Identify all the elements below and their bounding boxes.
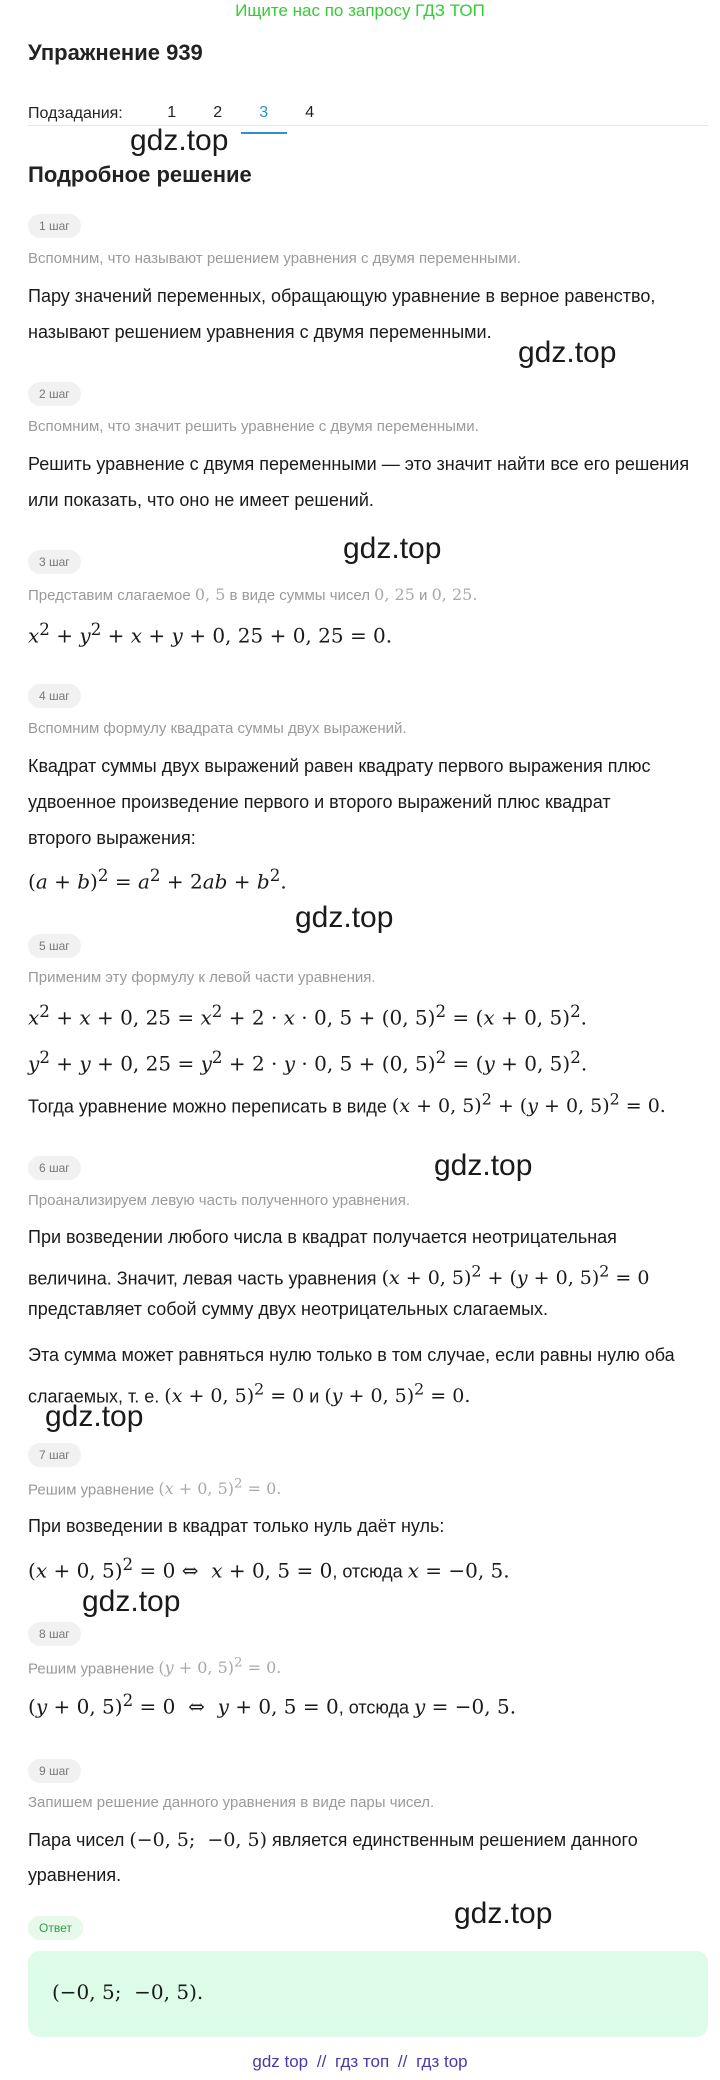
watermark: gdz.top — [454, 1897, 553, 1930]
step-badge: 4 шаг — [28, 684, 81, 708]
subtask-tab-2[interactable]: 2 — [213, 104, 223, 121]
math-inline: (y + 0, 5)$^2$ = 0. — [324, 1380, 471, 1408]
watermark: gdz.top — [82, 1585, 181, 1618]
step-text: удвоенное произведение первого и второго выражений плюс квадрат — [28, 792, 611, 812]
step-text: величина. Значит, левая часть уравнения (x + 0, 5)$^2$ + (y + 0, 5)$^2$ = 0 — [28, 1262, 650, 1290]
subtask-tab-3[interactable]: 3 — [241, 104, 287, 134]
step-text: Квадрат суммы двух выражений равен квадрату первого выражения плюс — [28, 756, 651, 776]
exercise-title: Упражнение 939 — [28, 40, 203, 65]
step-badge: 8 шаг — [28, 1622, 81, 1646]
answer-value: (−0, 5; −0, 5). — [52, 1980, 204, 2004]
answer-badge: Ответ — [28, 1916, 83, 1940]
footer-separator: // — [316, 2052, 327, 2071]
watermark: gdz.top — [45, 1400, 144, 1433]
math-inline: (x + 0, 5)$^2$ = 0. — [158, 1477, 282, 1499]
step-hint: Вспомним, что значит решить уравнение с двумя переменными. — [28, 418, 479, 435]
math-equation: $x^2 + x + 0$, $25 = x^2 + 2 \cdot x \cdot 0$, 5 + (0, 5)$^2$ = (x + 0, 5)$^2$. — [28, 1002, 588, 1030]
step-badge: 6 шаг — [28, 1156, 81, 1180]
step-text: уравнения. — [28, 1865, 122, 1885]
watermark: gdz.top — [434, 1149, 533, 1182]
step-text: При возведении в квадрат только нуль даёт нуль: — [28, 1516, 445, 1536]
math-equation: $x^2 + y^2 + x + y + 0$, 25 + 0, 25 = 0. — [28, 620, 393, 648]
step-text: Пара чисел (−0, 5; −0, 5) является единственным решением данного — [28, 1829, 638, 1851]
math-inline: (y + 0, 5)$^2$ = 0. — [158, 1656, 282, 1678]
footer-links — [0, 2052, 720, 2072]
watermark: gdz.top — [130, 124, 229, 157]
step-hint: Запишем решение данного уравнения в виде пары чисел. — [28, 1794, 435, 1811]
math-inline: (x + 0, 5)$^2$ + (y + 0, 5)$^2$ = 0 — [381, 1262, 650, 1290]
step-text: Эта сумма может равняться нулю только в том случае, если равны нулю оба — [28, 1345, 675, 1365]
math-inline: 0, 25. — [431, 585, 478, 604]
math-inline: (−0, 5; −0, 5) — [129, 1829, 267, 1851]
step-badge: 5 шаг — [28, 934, 81, 958]
step-text: слагаемых, т. е. (x + 0, 5)$^2$ = 0 и (y + 0, 5)$^2$ = 0. — [28, 1380, 471, 1408]
math-inline: 0, 25 — [374, 585, 415, 604]
step-badge: 2 шаг — [28, 382, 81, 406]
math-inline: (x + 0, 5)$^2$ + (y + 0, 5)$^2$ = 0. — [391, 1090, 666, 1118]
math-equation: (x + 0, 5)$^2$ = 0 ⇔ x + 0, 5 = 0, отсюда x = −0, 5. — [28, 1555, 510, 1583]
math-inline: (x + 0, 5)$^2$ = 0 — [164, 1380, 305, 1408]
step-hint: Вспомним, что называют решением уравнения с двумя переменными. — [28, 250, 521, 267]
step-text: Тогда уравнение можно переписать в виде (x + 0, 5)$^2$ + (y + 0, 5)$^2$ = 0. — [28, 1090, 666, 1118]
step-text: представляет собой сумму двух неотрицательных слагаемых. — [28, 1299, 549, 1319]
watermark: gdz.top — [518, 336, 617, 369]
step-text: Решить уравнение с двумя переменными — это значит найти все его решения — [28, 454, 690, 474]
subtask-tab-4[interactable]: 4 — [305, 104, 315, 121]
watermark: gdz.top — [343, 532, 442, 565]
step-hint: Представим слагаемое 0, 5 в виде суммы чисел 0, 25 и 0, 25. — [28, 585, 478, 604]
step-text: При возведении любого числа в квадрат получается неотрицательная — [28, 1227, 617, 1247]
math-equation: $y^2 + y + 0$, $25 = y^2 + 2 \cdot y \cdot 0$, 5 + (0, 5)$^2$ = (y + 0, 5)$^2$. — [28, 1048, 588, 1076]
step-hint: Решим уравнение (y + 0, 5)$^2$ = 0. — [28, 1656, 282, 1678]
footer-link[interactable]: гдз top — [416, 2052, 468, 2071]
step-hint: Вспомним формулу квадрата суммы двух выражений. — [28, 720, 407, 737]
math-equation: (y + 0, 5)$^2$ = 0 ⇔ y + 0, 5 = 0, отсюда y = −0, 5. — [28, 1691, 517, 1719]
step-hint: Решим уравнение (x + 0, 5)$^2$ = 0. — [28, 1477, 282, 1499]
step-text: называют решением уравнения с двумя переменными. — [28, 322, 492, 342]
step-badge: 9 шаг — [28, 1759, 81, 1783]
subtask-tab-1[interactable]: 1 — [167, 104, 177, 121]
math-inline: 0, 5 — [194, 585, 226, 604]
footer-separator: // — [397, 2052, 408, 2071]
subtasks-label: Подзадания: — [28, 105, 123, 122]
footer-link[interactable]: гдз топ — [335, 2052, 390, 2071]
step-hint: Проанализируем левую часть полученного уравнения. — [28, 1192, 410, 1209]
step-hint: Применим эту формулу к левой части уравнения. — [28, 969, 376, 986]
step-badge: 1 шаг — [28, 214, 81, 238]
footer-link[interactable]: gdz top — [252, 2052, 309, 2071]
step-text: или показать, что оно не имеет решений. — [28, 490, 374, 510]
step-text: Пару значений переменных, обращающую уравнение в верное равенство, — [28, 286, 656, 306]
top-banner-link[interactable]: Ищите нас по запросу ГДЗ ТОП — [235, 1, 485, 20]
math-equation: $(a + b)^2 = a^2 + 2ab + b^2$. — [28, 866, 287, 894]
solution-title: Подробное решение — [28, 162, 252, 187]
step-text: второго выражения: — [28, 828, 196, 848]
watermark: gdz.top — [295, 901, 394, 934]
step-badge: 3 шаг — [28, 550, 81, 574]
step-badge: 7 шаг — [28, 1443, 81, 1467]
